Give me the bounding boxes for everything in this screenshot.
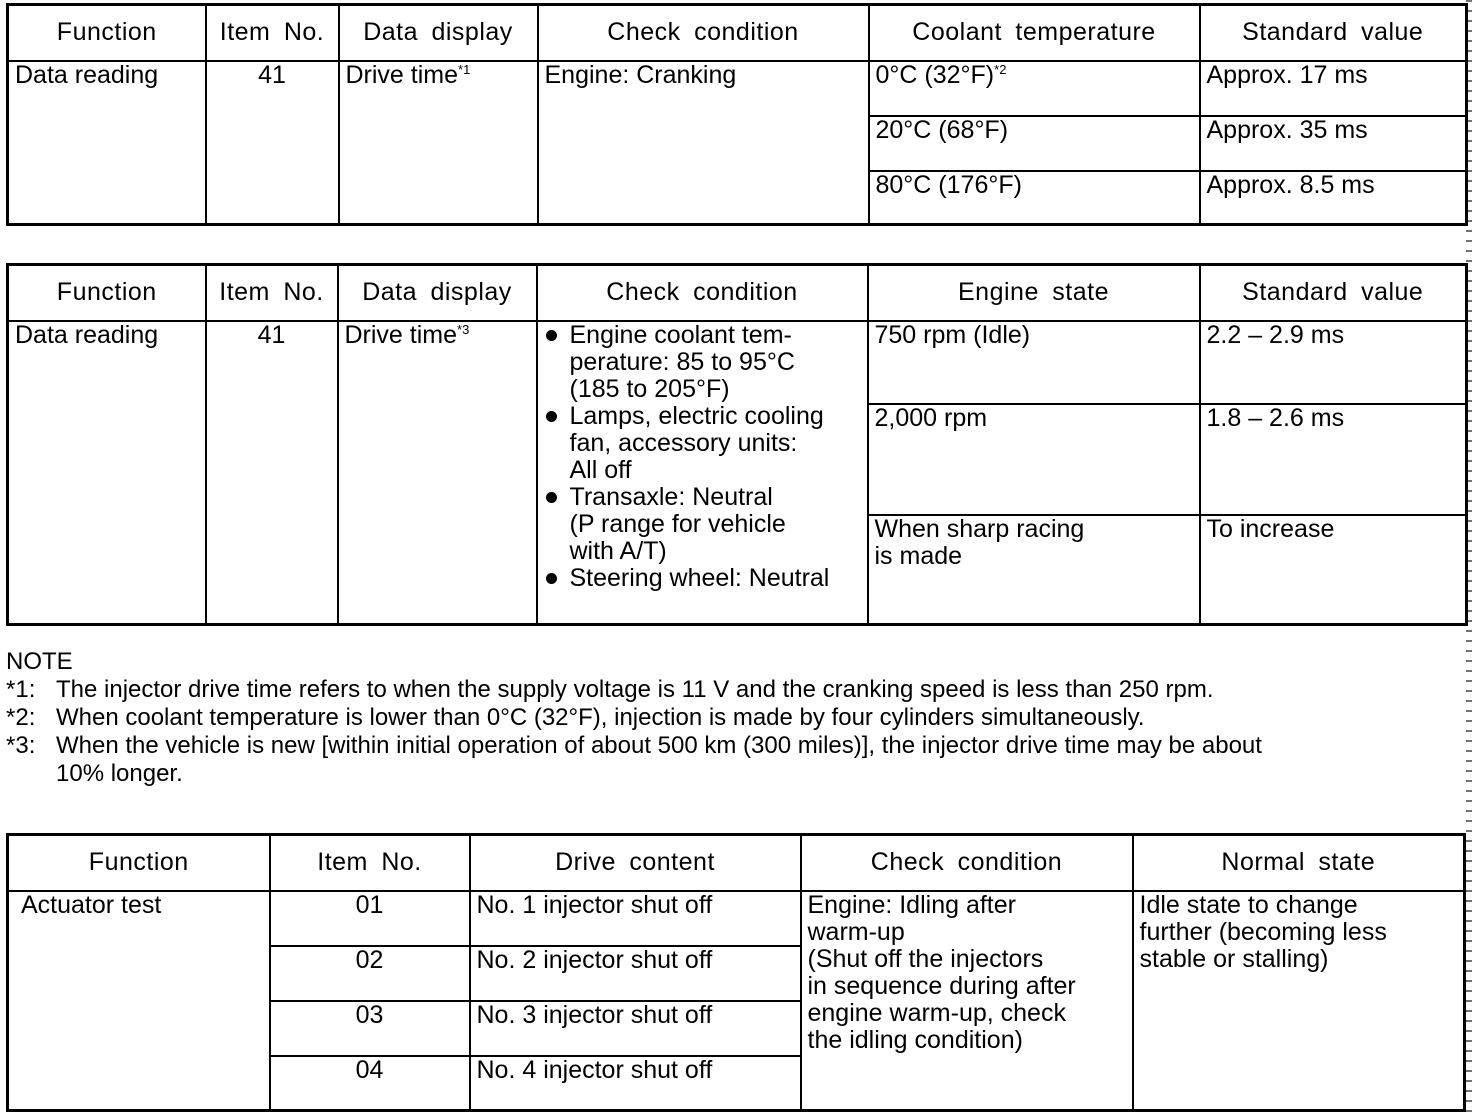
header-normal-state: Normal state (1133, 835, 1465, 891)
note-text: When the vehicle is new [within initial operation of about 500 km (300 miles)], the injector drive time may be about 10% longer. (56, 732, 1262, 787)
header-data-display: Data display (339, 5, 538, 61)
coolant-temp-cell: 20°C (68°F) (869, 116, 1200, 171)
actuator-test-table (6, 833, 1466, 1112)
coolant-temp-text: 0°C (32°F) (875, 60, 995, 89)
header-check-condition: Check condition (538, 5, 869, 61)
bullet-icon (546, 411, 557, 422)
drive-content-cell: No. 3 injector shut off (470, 1001, 801, 1056)
data-display-cell (338, 321, 537, 625)
footnote-mark: *3 (457, 321, 470, 337)
note-key: *3: (6, 732, 36, 759)
bullet-icon (546, 573, 557, 584)
item-no-cell: 41 (206, 321, 338, 625)
header-engine-state: Engine state (868, 265, 1200, 321)
standard-value-cell: 2.2 – 2.9 ms (1200, 321, 1467, 404)
check-condition-cell (537, 321, 868, 625)
condition-list (542, 322, 865, 592)
header-data-display: Data display (338, 265, 537, 321)
header-drive-content: Drive content (470, 835, 801, 891)
function-cell: Data reading (8, 61, 206, 225)
note-text: The injector drive time refers to when the supply voltage is 11 V and the cranking speed is less than 250 rpm. (56, 676, 1214, 703)
footnote-mark: *1 (458, 61, 471, 77)
header-check-condition: Check condition (801, 835, 1133, 891)
table-row (8, 891, 1465, 946)
standard-value-cell: Approx. 35 ms (1200, 116, 1467, 171)
standard-value-cell: Approx. 17 ms (1200, 61, 1467, 116)
condition-item: Lamps, electric cooling fan, accessory units: All off (542, 403, 865, 484)
note-item (6, 732, 1446, 788)
item-no-cell: 02 (270, 946, 470, 1001)
margin-perforation (1466, 0, 1472, 1118)
header-standard-value: Standard value (1200, 5, 1467, 61)
item-no-cell: 04 (270, 1056, 470, 1111)
drive-content-cell: No. 2 injector shut off (470, 946, 801, 1001)
table-row (8, 61, 1467, 116)
item-no-cell: 01 (270, 891, 470, 946)
header-function: Function (8, 5, 206, 61)
header-coolant-temperature: Coolant temperature (869, 5, 1200, 61)
note-key: *2: (6, 704, 36, 731)
data-display-text: Drive time (345, 60, 459, 89)
engine-state-cell: When sharp racing is made (868, 515, 1200, 625)
header-function: Function (8, 835, 270, 891)
header-standard-value: Standard value (1200, 265, 1467, 321)
standard-value-cell: 1.8 – 2.6 ms (1200, 404, 1467, 515)
note-title: NOTE (6, 648, 73, 675)
item-no-cell: 41 (206, 61, 339, 225)
bullet-icon (546, 330, 557, 341)
header-item-no: Item No. (206, 265, 338, 321)
function-cell: Data reading (8, 321, 206, 625)
engine-state-cell: 750 rpm (Idle) (868, 321, 1200, 404)
coolant-temp-cell (869, 61, 1200, 116)
table-header-row (8, 835, 1465, 891)
table-header-row (8, 265, 1467, 321)
drive-content-cell: No. 4 injector shut off (470, 1056, 801, 1111)
standard-value-cell: To increase (1200, 515, 1467, 625)
note-section (6, 648, 1446, 788)
check-condition-cell: Engine: Idling after warm-up (Shut off the injectors in sequence during after engine warm-up, check the idling condition) (801, 891, 1133, 1111)
header-item-no: Item No. (206, 5, 339, 61)
condition-item: Steering wheel: Neutral (542, 565, 865, 592)
data-display-text: Drive time (344, 320, 458, 349)
table-row (8, 321, 1467, 404)
note-text: When coolant temperature is lower than 0°C (32°F), injection is made by four cylinders simultaneously. (56, 704, 1145, 731)
note-item (6, 704, 1446, 732)
drive-content-cell: No. 1 injector shut off (470, 891, 801, 946)
coolant-temp-cell: 80°C (176°F) (869, 171, 1200, 225)
header-item-no: Item No. (270, 835, 470, 891)
standard-value-cell: Approx. 8.5 ms (1200, 171, 1467, 225)
coolant-drive-time-table (6, 3, 1468, 226)
header-check-condition: Check condition (537, 265, 868, 321)
note-key: *1: (6, 676, 36, 703)
condition-item: Transaxle: Neutral (P range for vehicle with A/T) (542, 484, 865, 565)
footnote-mark: *2 (994, 61, 1007, 77)
table-header-row (8, 5, 1467, 61)
header-function: Function (8, 265, 206, 321)
condition-item: Engine coolant tem- perature: 85 to 95°C (185 to 205°F) (542, 322, 865, 403)
item-no-cell: 03 (270, 1001, 470, 1056)
engine-state-drive-time-table (6, 263, 1468, 626)
engine-state-cell: 2,000 rpm (868, 404, 1200, 515)
note-item (6, 676, 1446, 704)
function-cell: Actuator test (8, 891, 270, 1111)
check-condition-cell: Engine: Cranking (538, 61, 869, 225)
normal-state-cell: Idle state to change further (becoming less stable or stalling) (1133, 891, 1465, 1111)
bullet-icon (546, 492, 557, 503)
data-display-cell (339, 61, 538, 225)
